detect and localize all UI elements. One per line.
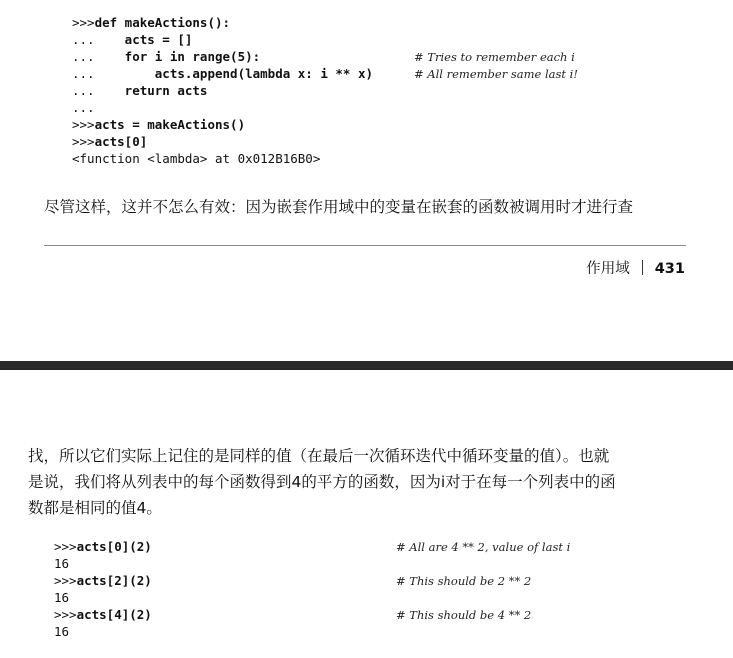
code-text: acts[4](2)	[76, 607, 152, 622]
code-text: acts[0]	[94, 134, 148, 149]
code-text: for i in range(5):	[94, 49, 261, 64]
code-prompt: >>>	[54, 607, 77, 622]
page-footer	[586, 257, 685, 278]
code-output-line	[54, 624, 69, 640]
code-line	[54, 539, 152, 555]
code-comment: # All are 4 ** 2, value of last i	[396, 540, 571, 554]
code-prompt: >>>	[72, 134, 95, 149]
code-text: return acts	[94, 83, 208, 98]
code-text: acts[2](2)	[76, 573, 152, 588]
code-comment: # All remember same last i!	[414, 67, 578, 81]
code-line	[54, 607, 152, 623]
code-line	[72, 134, 147, 150]
code-comment: # This should be 4 ** 2	[396, 608, 532, 622]
code-prompt: ...	[72, 83, 95, 98]
code-text: acts = []	[94, 32, 193, 47]
code-line	[72, 117, 245, 133]
code-output: 16	[54, 556, 70, 571]
code-text: acts = makeActions()	[94, 117, 246, 132]
code-output-line	[54, 556, 69, 572]
page-divider	[0, 361, 733, 370]
code-output: <function <lambda> at 0x012B16B0>	[72, 151, 321, 166]
code-prompt: ...	[72, 49, 95, 64]
code-line	[72, 66, 373, 82]
paragraph-top: 尽管这样，这并不怎么有效：因为嵌套作用域中的变量在嵌套的函数被调用时才进行查	[44, 198, 634, 216]
paragraph-line: 数都是相同的值4。	[28, 499, 162, 517]
code-prompt: ...	[72, 100, 95, 115]
code-prompt: >>>	[54, 573, 77, 588]
code-text: acts.append(lambda x: i ** x)	[94, 66, 374, 81]
code-comment: # This should be 2 ** 2	[396, 574, 532, 588]
code-prompt: ...	[72, 32, 95, 47]
footer-section-title: 作用域	[586, 261, 630, 277]
paragraph-line: 是说，我们将从列表中的每个函数得到4的平方的函数，因为i对于在每一个列表中的函	[28, 473, 616, 491]
code-output: 16	[54, 624, 70, 639]
footer-rule	[44, 245, 686, 246]
code-line	[54, 573, 152, 589]
code-line	[72, 83, 207, 99]
code-output-line	[54, 590, 69, 606]
footer-separator	[642, 260, 643, 275]
paragraph-line: 找，所以它们实际上记住的是同样的值（在最后一次循环迭代中循环变量的值）。也就	[28, 447, 610, 465]
code-comment: # Tries to remember each i	[414, 50, 575, 64]
code-text: acts[0](2)	[76, 539, 152, 554]
code-line	[72, 15, 230, 31]
code-output: 16	[54, 590, 70, 605]
code-prompt: >>>	[72, 15, 95, 30]
code-text: def makeActions():	[94, 15, 231, 30]
code-prompt: ...	[72, 66, 95, 81]
code-line	[72, 49, 260, 65]
code-prompt: >>>	[54, 539, 77, 554]
code-prompt: >>>	[72, 117, 95, 132]
code-output-line	[72, 151, 320, 167]
page-number: 431	[654, 261, 685, 277]
code-line	[72, 32, 192, 48]
code-line	[72, 100, 95, 116]
